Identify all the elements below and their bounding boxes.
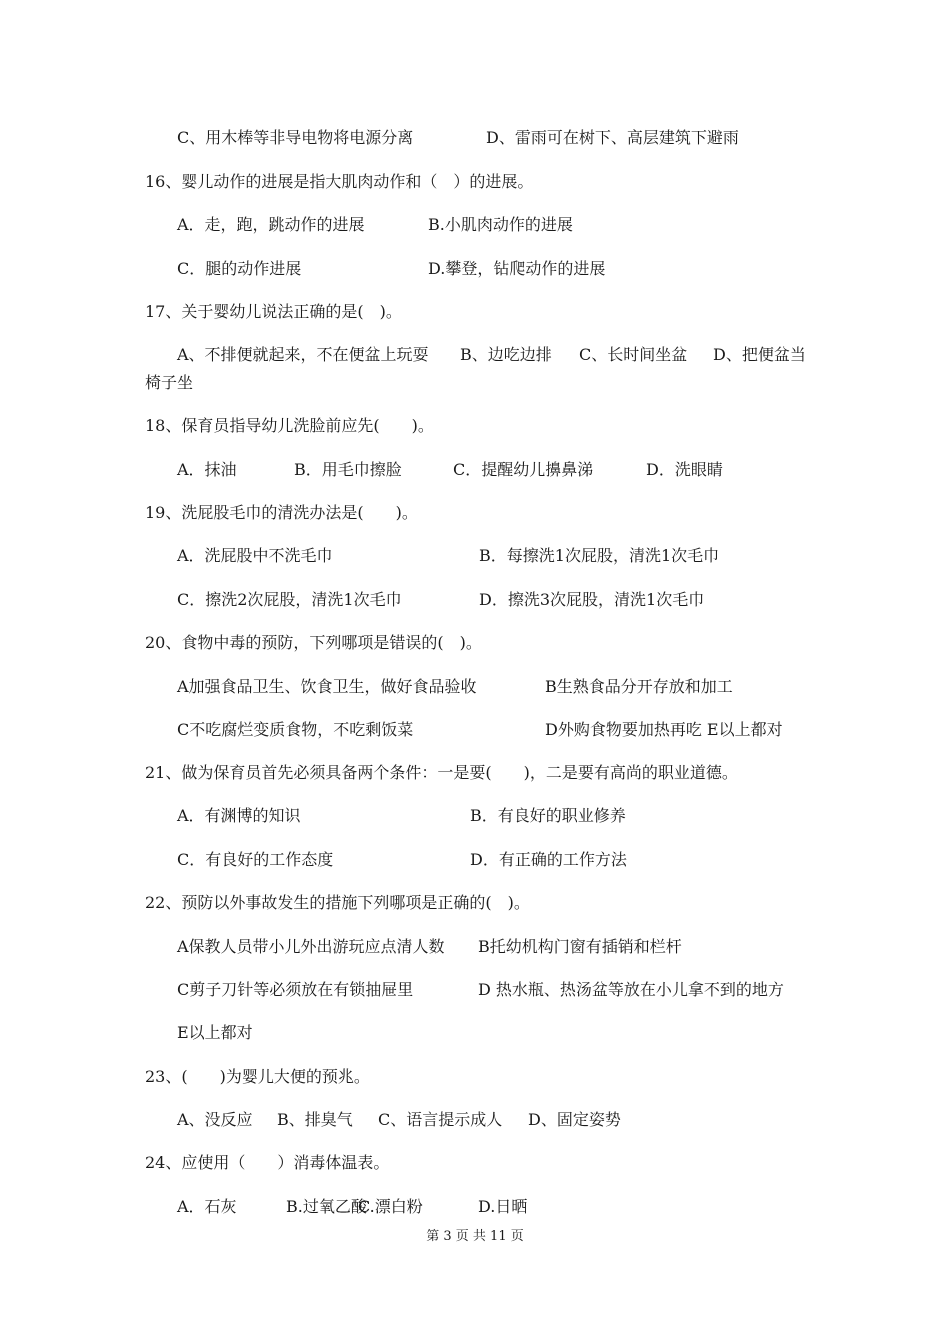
question-text: 19、洗屁股毛巾的清洗办法是( )。 [145, 503, 418, 522]
answer-option: A．抹油 [177, 460, 237, 479]
answer-option: C．提醒幼儿擤鼻涕 [453, 460, 594, 479]
answer-option: A．有渊博的知识 [177, 806, 301, 825]
answer-option: C、语言提示成人 [378, 1110, 503, 1129]
answer-option: D．擦洗3次屁股，清洗1次毛巾 [479, 590, 705, 609]
answer-option: B、排臭气 [277, 1110, 353, 1129]
page-footer: 第 3 页 共 11 页 [426, 1229, 524, 1244]
answer-option: C不吃腐烂变质食物，不吃剩饭菜 [177, 720, 414, 739]
answer-option: B．每擦洗1次屁股，清洗1次毛巾 [479, 546, 720, 565]
answer-option: B生熟食品分开存放和加工 [545, 677, 733, 696]
answer-option: C．擦洗2次屁股，清洗1次毛巾 [177, 590, 402, 609]
answer-option: A．石灰 [177, 1197, 237, 1216]
answer-option: A保教人员带小儿外出游玩应点清人数 [177, 937, 445, 956]
answer-option: C．有良好的工作态度 [177, 850, 334, 869]
answer-option: D．有正确的工作方法 [470, 850, 627, 869]
answer-option: C、用木棒等非导电物将电源分离 [177, 128, 414, 147]
question-text: 18、保育员指导幼儿洗脸前应先( )。 [145, 416, 434, 435]
answer-option: A．洗屁股中不洗毛巾 [177, 546, 333, 565]
question-text: 22、预防以外事故发生的措施下列哪项是正确的( )。 [145, 893, 530, 912]
answer-option: D 热水瓶、热汤盆等放在小儿拿不到的地方 [478, 980, 784, 999]
question-text: 20、食物中毒的预防，下列哪项是错误的( )。 [145, 633, 482, 652]
answer-option: D、雷雨可在树下、高层建筑下避雨 [486, 128, 739, 147]
answer-option: A、没反应 [177, 1110, 253, 1129]
answer-option: E以上都对 [177, 1023, 253, 1042]
answer-option: D．洗眼睛 [646, 460, 723, 479]
answer-option: B．用毛巾擦脸 [294, 460, 402, 479]
option-continuation: 椅子坐 [145, 373, 194, 392]
answer-option: C、长时间坐盆 [579, 345, 688, 364]
answer-option: B．有良好的职业修养 [470, 806, 626, 825]
answer-option: B、边吃边排 [460, 345, 552, 364]
answer-option: D、把便盆当 [713, 345, 806, 364]
answer-option: A加强食品卫生、饮食卫生，做好食品验收 [177, 677, 477, 696]
answer-option: B.小肌肉动作的进展 [428, 215, 573, 234]
question-text: 16、婴儿动作的进展是指大肌肉动作和（ ）的进展。 [145, 172, 534, 191]
answer-option: D.日晒 [478, 1197, 528, 1216]
answer-option: A、不排便就起来，不在便盆上玩耍 [177, 345, 429, 364]
question-text: 24、应使用（ ）消毒体温表。 [145, 1153, 390, 1172]
answer-option: C剪子刀针等必须放在有锁抽屉里 [177, 980, 414, 999]
answer-option: B.过氧乙酸 [286, 1197, 367, 1216]
answer-option: C．腿的动作进展 [177, 259, 302, 278]
question-text: 23、( )为婴儿大便的预兆。 [145, 1067, 370, 1086]
question-text: 21、做为保育员首先必须具备两个条件：一是要( )，二是要有高尚的职业道德。 [145, 763, 738, 782]
question-text: 17、关于婴幼儿说法正确的是( )。 [145, 302, 402, 321]
answer-option: D外购食物要加热再吃 E以上都对 [545, 720, 783, 739]
answer-option: D.攀登，钻爬动作的进展 [428, 259, 606, 278]
answer-option: B托幼机构门窗有插销和栏杆 [478, 937, 682, 956]
answer-option: D、固定姿势 [528, 1110, 621, 1129]
answer-option: C.漂白粉 [358, 1197, 423, 1216]
answer-option: A．走，跑，跳动作的进展 [177, 215, 365, 234]
